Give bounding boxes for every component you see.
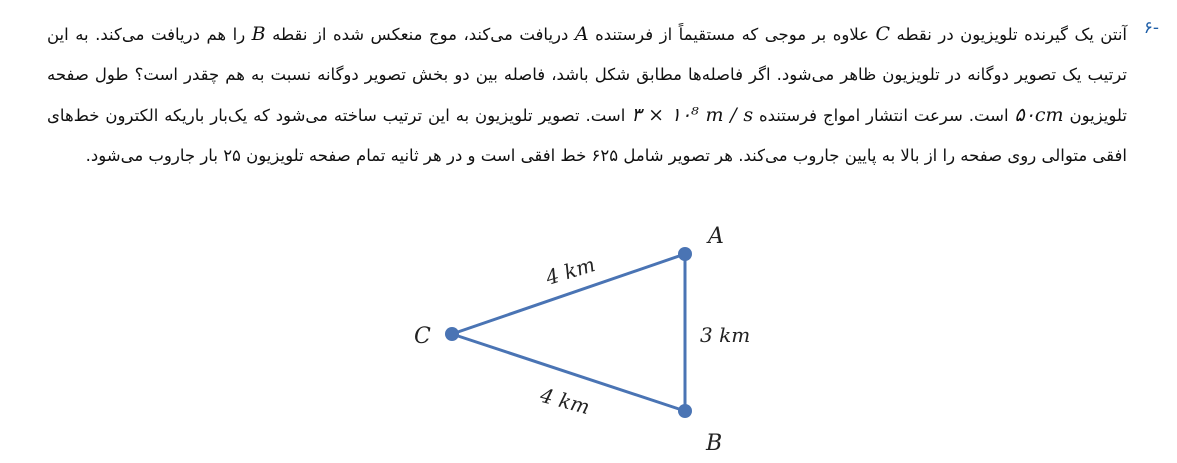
distance-ca-label: 4 km — [542, 252, 598, 290]
point-c-symbol: C — [875, 23, 891, 45]
point-b-marker — [678, 404, 692, 418]
point-a-symbol: A — [574, 23, 589, 45]
text-part-5: است. سرعت انتشار امواج فرستنده — [758, 106, 1009, 125]
text-part-2: علاوه بر موجی که مستقیماً از فرستنده — [595, 25, 870, 44]
problem-number: -۶ — [1143, 18, 1159, 38]
label-a: A — [708, 224, 724, 249]
wave-speed-value: ۳ × ۱۰⁸ m / s — [631, 104, 754, 126]
label-b: B — [706, 431, 723, 456]
screen-length-value: ۵۰cm — [1014, 104, 1064, 126]
text-part-1: آنتن یک گیرنده تلویزیون در نقطه — [896, 25, 1127, 44]
triangle-diagram — [380, 218, 800, 463]
point-b-symbol: B — [251, 23, 266, 45]
text-part-3: دریافت می‌کند، موج منعکس شده از نقطه — [272, 25, 569, 44]
text-part-4: را هم دریافت می‌کند. به این ترتیب یک تصویر دوگانه در تلویزیون ظاهر می‌شود. اگر فاصله‌ها مطابق شکل باشد، فاصله بین دو بخش تصویر دوگانه نسبت به هم چقدر است؟ طول صفحه تلویزیون — [47, 25, 1127, 125]
point-c-marker — [445, 327, 459, 341]
problem-statement — [47, 14, 1127, 176]
text-part-6: است. تصویر تلویزیون به این ترتیب ساخته می‌شود که یک‌بار باریکه الکترون خط‌های افقی متوالی روی صفحه را از بالا به پایین جاروب می‌کند. هر تصویر شامل ۶۲۵ خط افقی است و در هر ثانیه تمام صفحه تلویزیون ۲۵ بار جاروب می‌شود. — [47, 106, 1127, 165]
distance-ab-label: 3 km — [700, 323, 751, 347]
distance-cb-label: 4 km — [537, 382, 593, 420]
label-c: C — [414, 324, 431, 349]
point-a-marker — [678, 247, 692, 261]
